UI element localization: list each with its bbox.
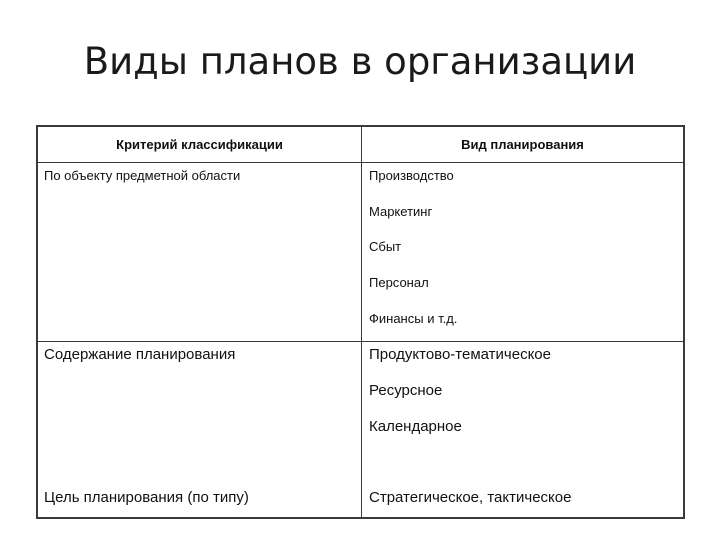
row-2-type-1: Продуктово-тематическое <box>369 346 551 363</box>
row-1-type-2: Маркетинг <box>369 204 433 219</box>
column-divider <box>361 127 362 517</box>
row-3-type-1: Стратегическое, тактическое <box>369 489 572 506</box>
row-1-type-4: Персонал <box>369 275 429 290</box>
row-2-type-2: Ресурсное <box>369 382 443 399</box>
row-1-type-5: Финансы и т.д. <box>369 311 458 326</box>
row-2-criterion: Содержание планирования <box>44 346 236 363</box>
row-divider <box>38 162 683 163</box>
row-1-criterion: По объекту предметной области <box>44 168 241 183</box>
row-3-criterion: Цель планирования (по типу) <box>44 489 249 506</box>
row-1-type-3: Сбыт <box>369 239 402 254</box>
row-divider <box>38 341 683 342</box>
header-plan-type: Вид планирования <box>461 137 584 152</box>
plans-table <box>36 125 685 519</box>
row-1-type-1: Производство <box>369 168 454 183</box>
row-2-type-3: Календарное <box>369 418 462 435</box>
header-criterion: Критерий классификации <box>116 137 283 152</box>
slide-title: Виды планов в организации <box>83 40 637 83</box>
